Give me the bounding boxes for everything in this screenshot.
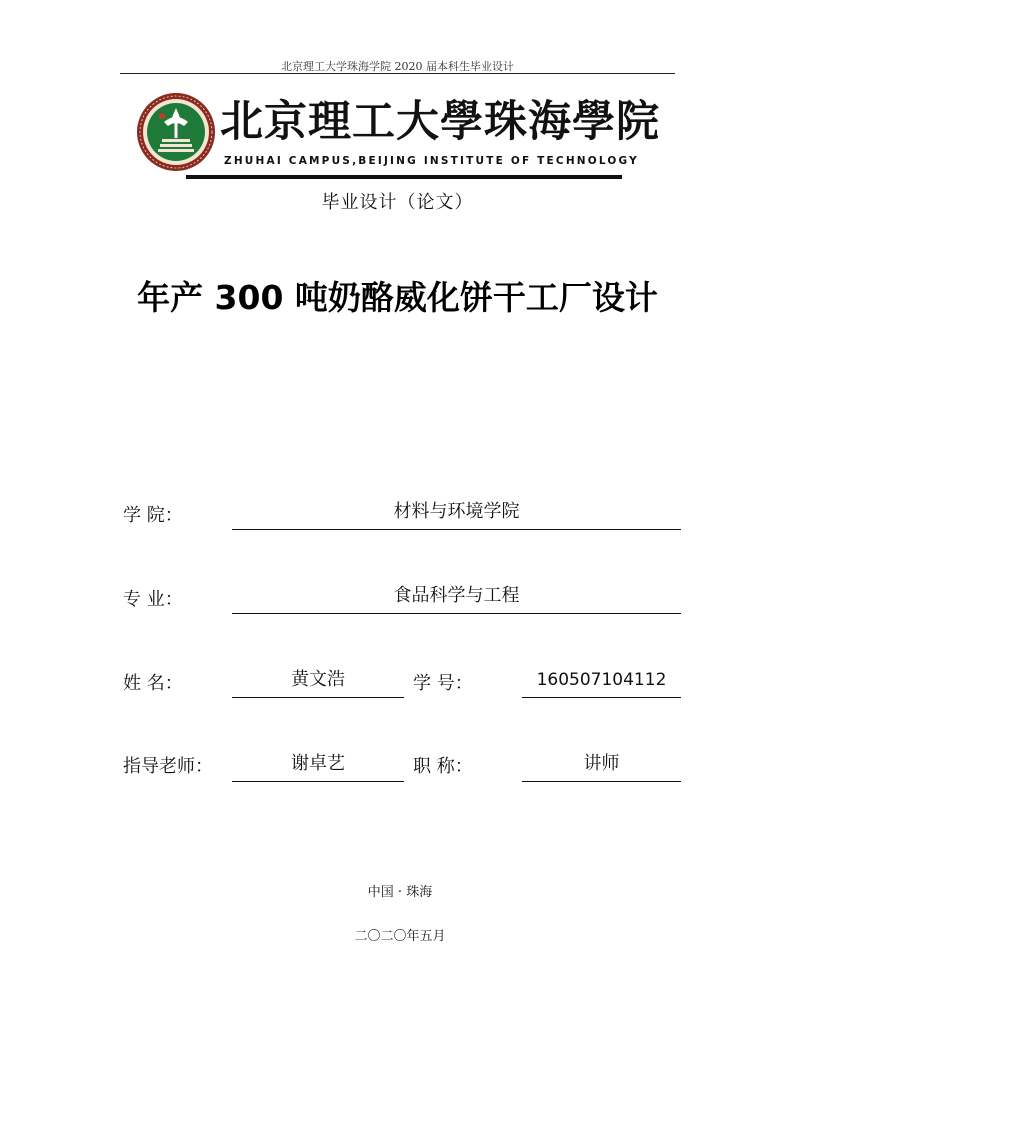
university-logo <box>136 92 661 182</box>
logo-chinese-name: 北京理工大學珠海學院 <box>220 97 660 147</box>
page-header-text: 北京理工大学珠海学院 2020 届本科生毕业设计 <box>281 60 514 73</box>
logo-underline <box>186 175 622 179</box>
advisor-label: 指导老师： <box>123 756 213 777</box>
name-value: 黄文浩 <box>232 665 404 698</box>
document-type: 毕业设计（论文） <box>321 192 474 213</box>
major-label: 专 业： <box>123 589 183 610</box>
location-text: 中国 · 珠海 <box>367 885 433 900</box>
student-id-label: 学 号： <box>413 673 473 694</box>
college-label: 学 院： <box>123 505 183 526</box>
logo-english-name: ZHUHAI CAMPUS,BEIJING INSTITUTE OF TECHNOLOGY <box>224 155 639 167</box>
advisor-title-label: 职 称： <box>413 756 473 777</box>
advisor-value: 谢卓艺 <box>232 749 404 782</box>
student-id-value: 160507104112 <box>522 665 681 698</box>
advisor-title-value: 讲师 <box>522 749 681 782</box>
university-emblem-icon <box>136 92 216 172</box>
date-text: 二〇二〇年五月 <box>354 929 446 944</box>
major-value: 食品科学与工程 <box>232 581 681 614</box>
thesis-title: 年产 300 吨奶酪威化饼干工厂设计 <box>137 278 658 317</box>
header-divider <box>120 73 675 74</box>
college-value: 材料与环境学院 <box>232 497 681 530</box>
name-label: 姓 名： <box>123 673 183 694</box>
